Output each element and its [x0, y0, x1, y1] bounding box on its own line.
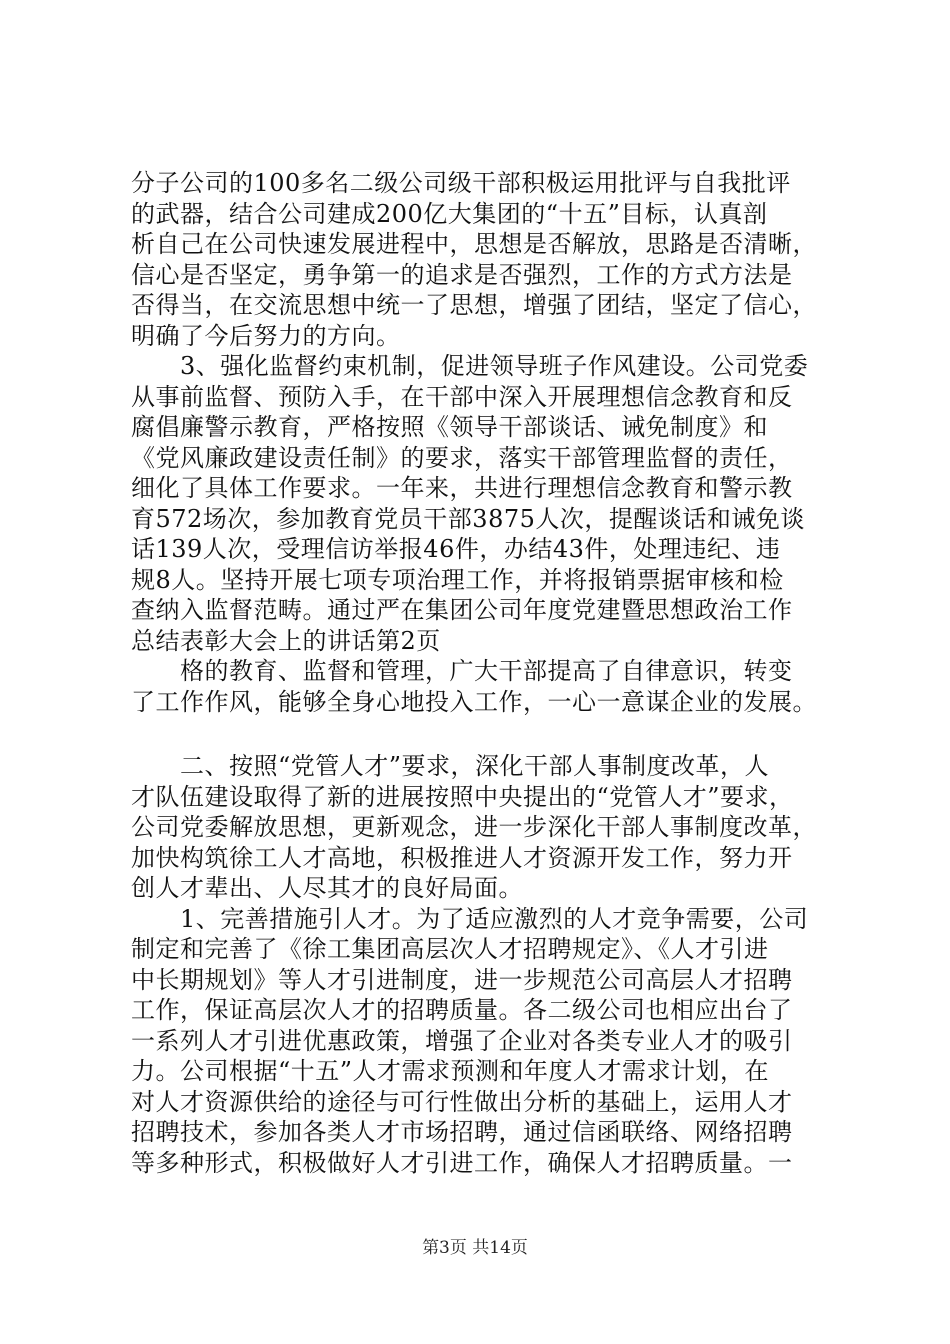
text-line: 细化了具体工作要求。一年来，共进行理想信念教育和警示教 [131, 474, 793, 502]
text-line: 等多种形式，积极做好人才引进工作，确保人才招聘质量。一 [131, 1148, 793, 1177]
text-line: 格的教育、监督和管理，广大干部提高了自律意识，转变 [131, 657, 793, 685]
text-line: 加快构筑徐工人才高地，积极推进人才资源开发工作，努力开 [131, 843, 793, 872]
text-line: 的武器，结合公司建成200亿大集团的“十五”目标，认真剖 [131, 199, 768, 228]
text-line: 分子公司的100多名二级公司级干部积极运用批评与自我批评 [131, 169, 791, 197]
text-line: 析自己在公司快速发展进程中，思想是否解放，思路是否清晰， [131, 230, 817, 258]
text-line: 才队伍建设取得了新的进展按照中央提出的“党管人才”要求， [131, 782, 794, 811]
text-line: 创人才辈出、人尽其才的良好局面。 [131, 874, 523, 902]
text-line: 从事前监督、预防入手，在干部中深入开展理想信念教育和反 [131, 382, 793, 411]
text-line: 育572场次，参加教育党员干部3875人次，提醒谈话和诫免谈 [131, 504, 805, 533]
text-line: 一系列人才引进优惠政策，增强了企业对各类专业人才的吸引 [131, 1026, 793, 1055]
text-line: 工作，保证高层次人才的招聘质量。各二级公司也相应出台了 [131, 996, 793, 1024]
text-line: 1、完善措施引人才。为了适应激烈的人才竞争需要，公司 [131, 904, 809, 933]
text-line: 信心是否坚定，勇争第一的追求是否强烈，工作的方式方法是 [131, 260, 793, 289]
text-line: 查纳入监督范畴。通过严在集团公司年度党建暨思想政治工作 [131, 596, 793, 624]
text-line: 中长期规划》等人才引进制度，进一步规范公司高层人才招聘 [131, 965, 793, 994]
page-footer: 第3页 共14页 [422, 1238, 528, 1258]
text-line: 二、按照“党管人才”要求，深化干部人事制度改革，人 [131, 752, 770, 780]
text-line: 话139人次，受理信访举报46件，办结43件，处理违纪、违 [131, 535, 781, 563]
text-line: 了工作作风，能够全身心地投入工作，一心一意谋企业的发展。 [131, 687, 817, 716]
paragraph-block-2 [131, 751, 831, 1178]
document-body [131, 168, 831, 1178]
text-line: 否得当，在交流思想中统一了思想，增强了团结，坚定了信心， [131, 291, 817, 319]
text-line: 腐倡廉警示教育，严格按照《领导干部谈话、诫免制度》和 [131, 413, 768, 441]
text-line: 明确了今后努力的方向。 [131, 321, 401, 350]
text-line: 力。公司根据“十五”人才需求预测和年度人才需求计划，在 [131, 1057, 770, 1085]
text-line: 规8人。坚持开展七项专项治理工作，并将报销票据审核和检 [131, 565, 784, 594]
text-line: 对人才资源供给的途径与可行性做出分析的基础上，运用人才 [131, 1087, 793, 1116]
paragraph-block-1 [131, 168, 831, 717]
text-line: 公司党委解放思想，更新观念，进一步深化干部人事制度改革， [131, 813, 817, 841]
text-line: 3、强化监督约束机制，促进领导班子作风建设。公司党委 [131, 352, 809, 380]
text-line: 制定和完善了《徐工集团高层次人才招聘规定》、《人才引进 [131, 935, 769, 963]
text-line: 招聘技术，参加各类人才市场招聘，通过信函联络、网络招聘 [131, 1118, 793, 1146]
text-line: 《党风廉政建设责任制》的要求，落实干部管理监督的责任， [131, 443, 793, 472]
paragraph-gap [131, 717, 831, 751]
text-line: 总结表彰大会上的讲话第2页 [131, 626, 441, 655]
